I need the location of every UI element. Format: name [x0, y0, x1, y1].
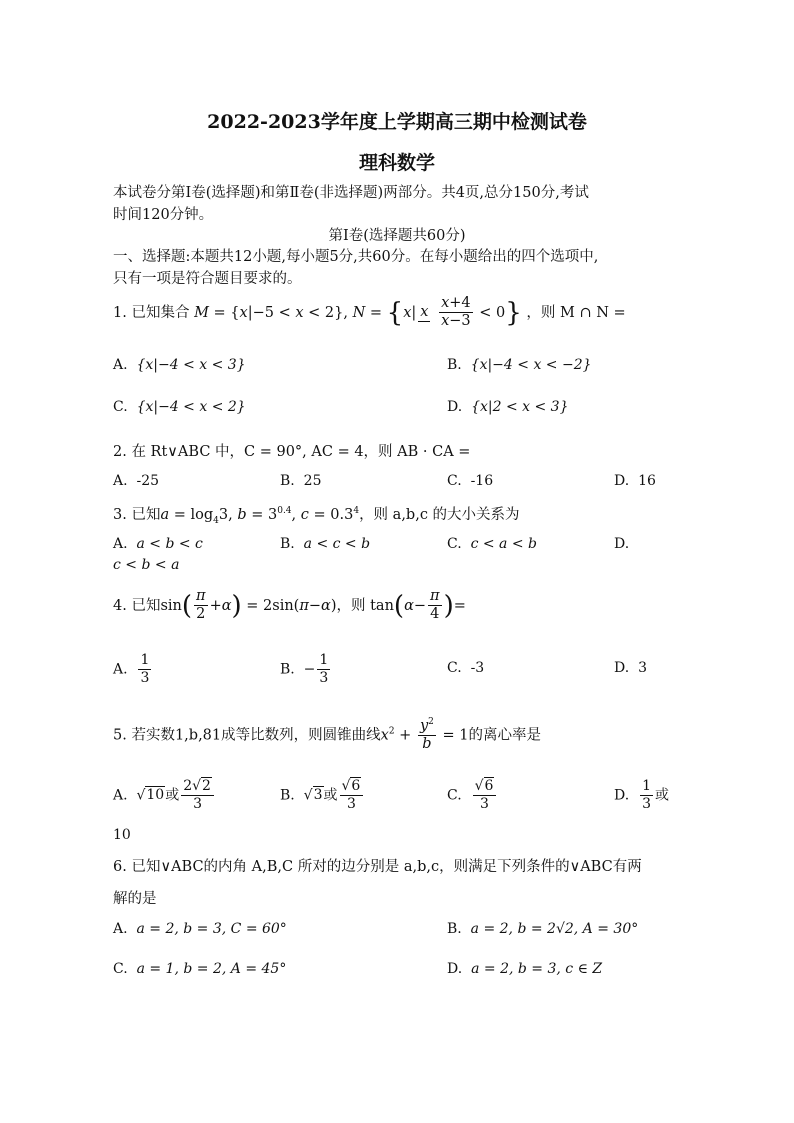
option-5D-wrap: 10 [113, 827, 131, 843]
intro-line-1: 本试卷分第Ⅰ卷(选择题)和第Ⅱ卷(非选择题)两部分。共4页,总分150分,考试 [113, 185, 589, 201]
question-6-wrap: 解的是 [113, 891, 157, 907]
exam-title: 2022-2023学年度上学期高三期中检测试卷 [207, 111, 587, 133]
option-1B[interactable]: B. {x|−4 < x < −2} [447, 357, 592, 373]
option-3D-value: c < b < a [113, 557, 180, 573]
instruction-line-1: 一、选择题:本题共12小题,每小题5分,共60分。在每小题给出的四个选项中, [113, 249, 599, 265]
option-2D[interactable]: D. 16 [614, 473, 656, 489]
exam-subject: 理科数学 [358, 152, 435, 174]
option-2B[interactable]: B. 25 [280, 473, 322, 489]
option-2A[interactable]: A. -25 [113, 473, 160, 489]
option-3A[interactable]: A. a < b < c [113, 536, 203, 552]
option-3B[interactable]: B. a < c < b [280, 536, 371, 552]
option-6D[interactable]: D. a = 2, b = 3, c ∈ Z [447, 961, 603, 977]
option-5D[interactable]: D. $\frac{1}{3}$ 或 [614, 778, 670, 812]
intro-line-2: 时间120分钟。 [113, 207, 214, 223]
question-tail: ，则 M ∩ N = [526, 304, 626, 321]
option-5B[interactable]: B. √3或 $\frac{√6}{3}$ [280, 778, 365, 813]
option-3C[interactable]: C. c < a < b [447, 536, 537, 552]
option-1A[interactable]: A. {x|−4 < x < 3} [113, 357, 246, 373]
instruction-line-2: 只有一项是符合题目要求的。 [113, 271, 302, 287]
option-6B[interactable]: B. a = 2, b = 2√2, A = 30° [447, 921, 639, 937]
question-1: 1. 已知集合 M = {x|−5 < x < 2}, N = {x| x $\frac{x+4}{x-3}$ < 0} ，则 M ∩ N = [113, 295, 626, 330]
option-1C[interactable]: C. {x|−4 < x < 2} [113, 399, 246, 415]
question-4: 4. 已知sin( $\frac{\pi}{2}$ +α) = 2sin(π−α)，则 tan(α− $\frac{\pi}{4}$ )= [113, 588, 466, 623]
question-stem: 已知集合 [131, 304, 190, 321]
option-3D[interactable]: D. [614, 536, 630, 552]
option-6A[interactable]: A. a = 2, b = 3, C = 60° [113, 921, 287, 937]
question-6: 6. 已知∨ABC的内角 A,B,C 所对的边分别是 a,b,c，则满足下列条件的∨ABC有两 [113, 859, 642, 875]
option-2C[interactable]: C. -16 [447, 473, 494, 489]
option-5A[interactable]: A. √10或 $\frac{2√2}{3}$ [113, 778, 216, 813]
option-4D[interactable]: D. 3 [614, 660, 648, 676]
question-2: 2. 在 Rt∨ABC 中，C = 90°, AC = 4，则 AB · CA = [113, 444, 471, 460]
section-title: 第Ⅰ卷(选择题共60分) [328, 228, 466, 244]
question-5: 5. 若实数1,b,81成等比数列，则圆锥曲线$x^2$ + $\frac{y^2}{b}$ = 1的离心率是 [113, 717, 541, 753]
question-stem: 在 Rt∨ABC 中，C = 90°, AC = 4，则 AB · CA = [131, 444, 471, 460]
option-4C[interactable]: C. -3 [447, 660, 485, 676]
option-6C[interactable]: C. a = 1, b = 2, A = 45° [113, 961, 287, 977]
option-4B[interactable]: B. − $\frac{1}{3}$ [280, 652, 329, 686]
option-1D[interactable]: D. {x|2 < x < 3} [447, 399, 569, 415]
option-5C[interactable]: C. $\frac{√6}{3}$ [447, 778, 498, 813]
option-4A[interactable]: A. $\frac{1}{3}$ [113, 652, 150, 686]
question-3: 3. 已知$a = \log_43$, $b = 3^{0.4}$, $c = 0.3^4$，则 a,b,c 的大小关系为 [113, 506, 520, 526]
question-number: 1. [113, 304, 127, 321]
